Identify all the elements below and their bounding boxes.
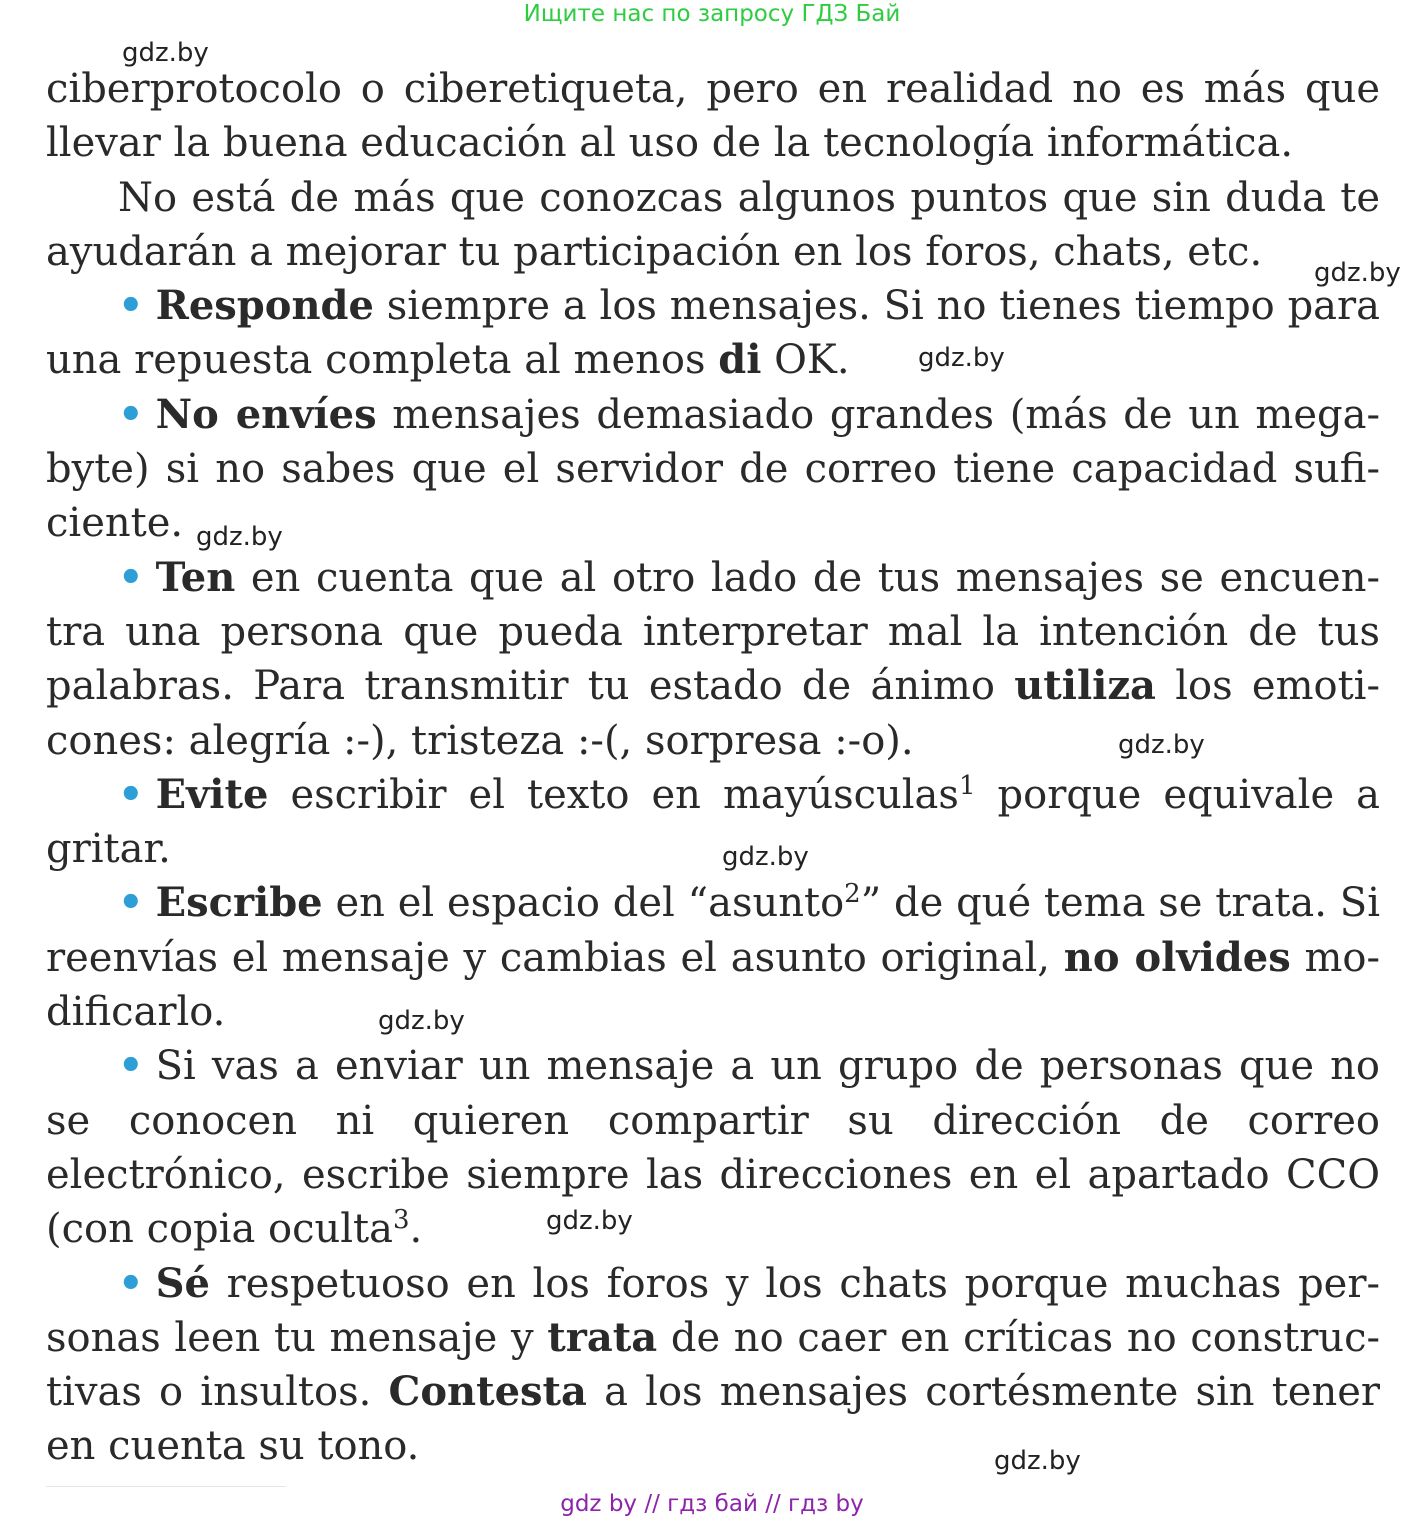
bold-term: Evite bbox=[155, 770, 269, 818]
bullet-icon: • bbox=[118, 283, 144, 330]
bold-term: No envíes bbox=[155, 390, 377, 438]
item-text: ” de qué tema se trata. Si reenvías el mensaje y cambias el asunto original, bbox=[46, 880, 1380, 981]
bullet-item-se-respetuoso bbox=[46, 1257, 1380, 1474]
item-text: respetuoso en los foros y los chats porque muchas personas leen tu mensaje y bbox=[46, 1260, 1380, 1361]
divider bbox=[46, 1486, 286, 1487]
item-text: OK. bbox=[761, 337, 850, 384]
footnote-ref: 1 bbox=[958, 770, 976, 801]
item-text: porque equivale a gritar. bbox=[46, 771, 1380, 873]
bullet-item-evite bbox=[46, 768, 1380, 877]
footnote-ref: 3 bbox=[392, 1205, 410, 1236]
item-text: de no caer en críticas no constructivas o insultos. bbox=[46, 1314, 1380, 1416]
item-text: mensajes demasiado grandes (más de un megabyte) si no sabes que el servidor de correo tiene capacidad suficiente. bbox=[46, 391, 1380, 547]
watermark: gdz.by bbox=[122, 38, 209, 68]
watermark: gdz.by bbox=[546, 1206, 633, 1236]
item-text: en el espacio del “asunto bbox=[322, 880, 845, 927]
bullet-icon: • bbox=[118, 391, 144, 438]
watermark: gdz.by bbox=[196, 522, 283, 552]
footer-links: gdz by // гдз бай // гдз by bbox=[560, 1491, 864, 1517]
item-text: los emoticones: alegría :-), tristeza :-(, sorpresa :-o). bbox=[46, 663, 1380, 764]
bullet-icon: • bbox=[118, 554, 144, 601]
bold-term: di bbox=[718, 336, 762, 384]
bullet-icon: • bbox=[118, 1043, 144, 1090]
bullet-icon: • bbox=[118, 880, 144, 927]
bullet-icon: • bbox=[118, 771, 144, 818]
paragraph-2: No está de más que conozcas algunos puntos que sin duda te ayudarán a mejorar tu participación en los foros, chats, etc. bbox=[46, 174, 1380, 275]
watermark: gdz.by bbox=[918, 343, 1005, 373]
item-text: Si vas a enviar un mensaje a un grupo de personas que no se conocen ni quieren compartir su dirección de correo electrónico, escribe siempre las direcciones en el apartado CCO (con copia oculta bbox=[46, 1043, 1380, 1253]
item-text: modificarlo. bbox=[46, 934, 1380, 1036]
bullet-item-respond bbox=[46, 279, 1380, 388]
bold-term: Contesta bbox=[388, 1368, 587, 1416]
bold-term: utiliza bbox=[1014, 662, 1156, 710]
watermark: gdz.by bbox=[1314, 258, 1401, 288]
item-text: a los mensajes cortésmente sin tener en cuenta su tono. bbox=[46, 1369, 1381, 1470]
item-text: . bbox=[409, 1206, 423, 1253]
bold-term: Escribe bbox=[155, 879, 323, 927]
watermark: gdz.by bbox=[1118, 730, 1205, 760]
bullet-item-escribe bbox=[46, 876, 1380, 1039]
bold-term: Sé bbox=[155, 1259, 210, 1307]
bold-term: Ten bbox=[155, 553, 236, 601]
item-text: en cuenta que al otro lado de tus mensajes se encuentra una persona que pueda interpretar mal la intención de tus palabras. Para transmitir tu estado de ánimo bbox=[46, 554, 1380, 710]
bullet-item-cco bbox=[46, 1039, 1380, 1256]
watermark: gdz.by bbox=[378, 1006, 465, 1036]
article-text bbox=[46, 62, 1380, 1474]
item-text: escribir el texto en mayúsculas bbox=[268, 771, 959, 818]
bold-term: no olvides bbox=[1063, 933, 1291, 981]
watermark: gdz.by bbox=[722, 842, 809, 872]
bullet-icon: • bbox=[118, 1260, 144, 1307]
watermark: gdz.by bbox=[994, 1446, 1081, 1476]
item-text: siempre a los mensajes. Si no tienes tiempo para una repuesta completa al menos bbox=[46, 283, 1380, 384]
bold-term: trata bbox=[547, 1313, 658, 1361]
top-banner: Ищите нас по запросу ГДЗ Бай bbox=[523, 1, 901, 27]
footnote-ref: 2 bbox=[844, 879, 861, 910]
paragraph-1: ciberprotocolo o ciberetiqueta, pero en realidad no es más que llevar la buena educación al uso de la tecnología informática. bbox=[46, 66, 1380, 167]
bold-term: Responde bbox=[155, 282, 374, 330]
